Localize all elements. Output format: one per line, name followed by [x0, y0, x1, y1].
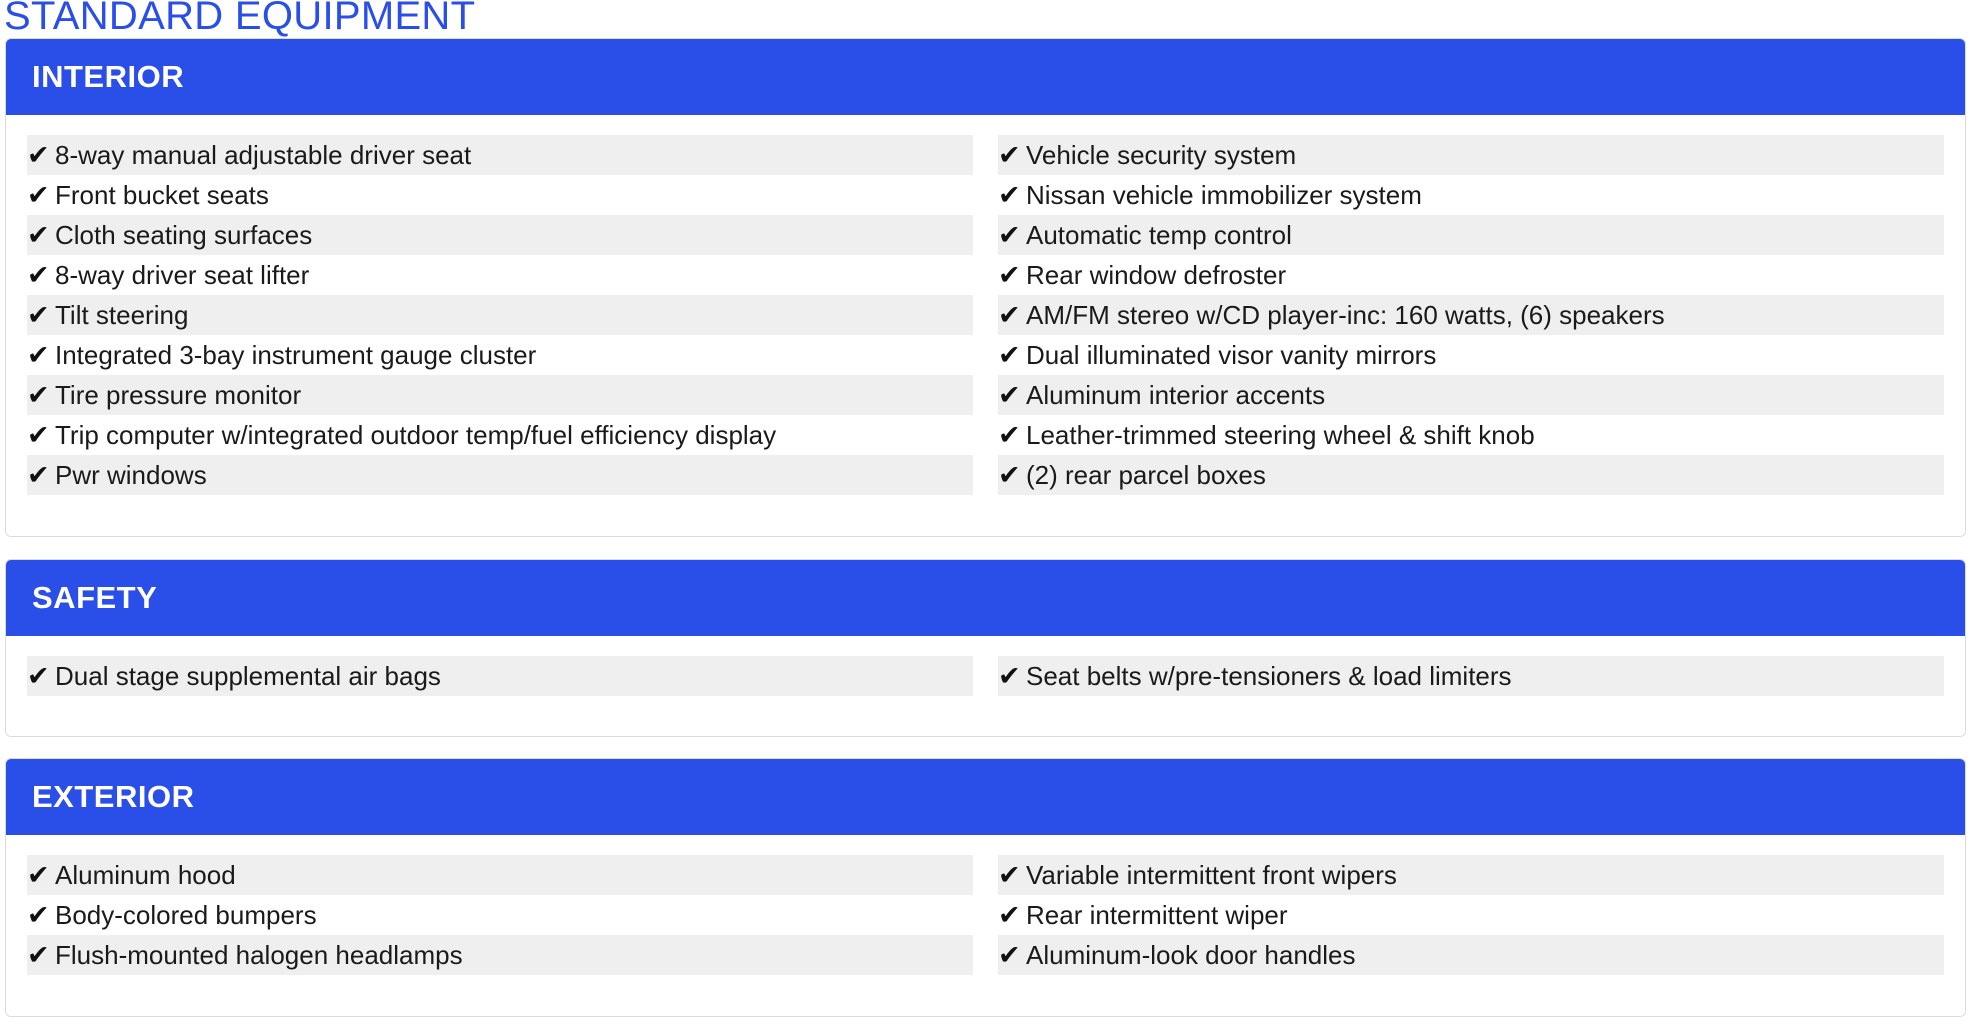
checkmark-icon: ✔ [998, 419, 1021, 450]
feature-column-right [998, 855, 1944, 975]
section-header [6, 39, 1965, 115]
section-title: EXTERIOR [32, 779, 195, 814]
checkmark-icon: ✔ [998, 219, 1021, 250]
feature-label: Variable intermittent front wipers [1026, 859, 1397, 890]
feature-item [27, 295, 973, 335]
section-exterior [5, 758, 1966, 1017]
feature-label: Front bucket seats [55, 179, 269, 210]
feature-label: Cloth seating surfaces [55, 219, 313, 250]
feature-label: AM/FM stereo w/CD player-inc: 160 watts, (6) speakers [1026, 299, 1665, 330]
feature-label: Dual stage supplemental air bags [55, 660, 441, 691]
section-interior [5, 38, 1966, 537]
checkmark-icon: ✔ [998, 660, 1021, 691]
feature-item [27, 335, 973, 375]
checkmark-icon: ✔ [27, 179, 50, 210]
checkmark-icon: ✔ [998, 139, 1021, 170]
feature-item [27, 935, 973, 975]
feature-label: Rear window defroster [1026, 259, 1287, 290]
section-body [6, 835, 1965, 975]
feature-item [27, 415, 973, 455]
feature-label: Seat belts w/pre-tensioners & load limiters [1026, 660, 1512, 691]
feature-item [998, 415, 1944, 455]
feature-item [27, 375, 973, 415]
feature-item [998, 335, 1944, 375]
feature-label: Aluminum hood [55, 859, 236, 890]
feature-item [27, 215, 973, 255]
feature-item [998, 255, 1944, 295]
checkmark-icon: ✔ [27, 660, 50, 691]
feature-item [27, 135, 973, 175]
checkmark-icon: ✔ [27, 139, 50, 170]
section-header [6, 759, 1965, 835]
checkmark-icon: ✔ [27, 459, 50, 490]
feature-label: Pwr windows [55, 459, 207, 490]
page-title: STANDARD EQUIPMENT [4, 0, 476, 38]
checkmark-icon: ✔ [998, 259, 1021, 290]
feature-label: Aluminum-look door handles [1026, 939, 1356, 970]
feature-label: 8-way manual adjustable driver seat [55, 139, 472, 170]
feature-label: Nissan vehicle immobilizer system [1026, 179, 1422, 210]
feature-item [27, 656, 973, 696]
feature-column-left [27, 656, 973, 696]
feature-item [998, 135, 1944, 175]
checkmark-icon: ✔ [27, 299, 50, 330]
checkmark-icon: ✔ [998, 299, 1021, 330]
checkmark-icon: ✔ [27, 219, 50, 250]
feature-item [998, 895, 1944, 935]
feature-label: Integrated 3-bay instrument gauge cluster [55, 339, 537, 370]
feature-label: Trip computer w/integrated outdoor temp/fuel efficiency display [55, 419, 777, 450]
checkmark-icon: ✔ [998, 459, 1021, 490]
checkmark-icon: ✔ [998, 179, 1021, 210]
checkmark-icon: ✔ [998, 859, 1021, 890]
feature-label: 8-way driver seat lifter [55, 259, 310, 290]
feature-item [998, 295, 1944, 335]
checkmark-icon: ✔ [998, 899, 1021, 930]
feature-column-right [998, 656, 1944, 696]
feature-item [27, 255, 973, 295]
feature-column-right [998, 135, 1944, 495]
feature-label: Automatic temp control [1026, 219, 1292, 250]
checkmark-icon: ✔ [27, 259, 50, 290]
feature-column-left [27, 855, 973, 975]
checkmark-icon: ✔ [998, 339, 1021, 370]
feature-label: Tire pressure monitor [55, 379, 302, 410]
feature-item [27, 455, 973, 495]
feature-column-left [27, 135, 973, 495]
feature-item [998, 215, 1944, 255]
feature-label: (2) rear parcel boxes [1026, 459, 1266, 490]
section-title: SAFETY [32, 580, 158, 615]
feature-item [998, 935, 1944, 975]
checkmark-icon: ✔ [27, 939, 50, 970]
feature-item [998, 656, 1944, 696]
feature-label: Dual illuminated visor vanity mirrors [1026, 339, 1437, 370]
feature-label: Vehicle security system [1026, 139, 1297, 170]
section-body [6, 636, 1965, 696]
feature-item [998, 375, 1944, 415]
checkmark-icon: ✔ [27, 899, 50, 930]
feature-item [27, 855, 973, 895]
section-body [6, 115, 1965, 495]
feature-label: Rear intermittent wiper [1026, 899, 1288, 930]
section-safety [5, 559, 1966, 737]
feature-item [998, 855, 1944, 895]
feature-label: Aluminum interior accents [1026, 379, 1326, 410]
checkmark-icon: ✔ [27, 859, 50, 890]
section-title: INTERIOR [32, 59, 185, 94]
section-header [6, 560, 1965, 636]
checkmark-icon: ✔ [27, 379, 50, 410]
feature-item [998, 175, 1944, 215]
feature-item [998, 455, 1944, 495]
checkmark-icon: ✔ [998, 939, 1021, 970]
feature-label: Leather-trimmed steering wheel & shift knob [1026, 419, 1535, 450]
feature-item [27, 175, 973, 215]
feature-label: Body-colored bumpers [55, 899, 317, 930]
feature-item [27, 895, 973, 935]
feature-label: Flush-mounted halogen headlamps [55, 939, 463, 970]
checkmark-icon: ✔ [27, 339, 50, 370]
checkmark-icon: ✔ [998, 379, 1021, 410]
checkmark-icon: ✔ [27, 419, 50, 450]
feature-label: Tilt steering [55, 299, 189, 330]
